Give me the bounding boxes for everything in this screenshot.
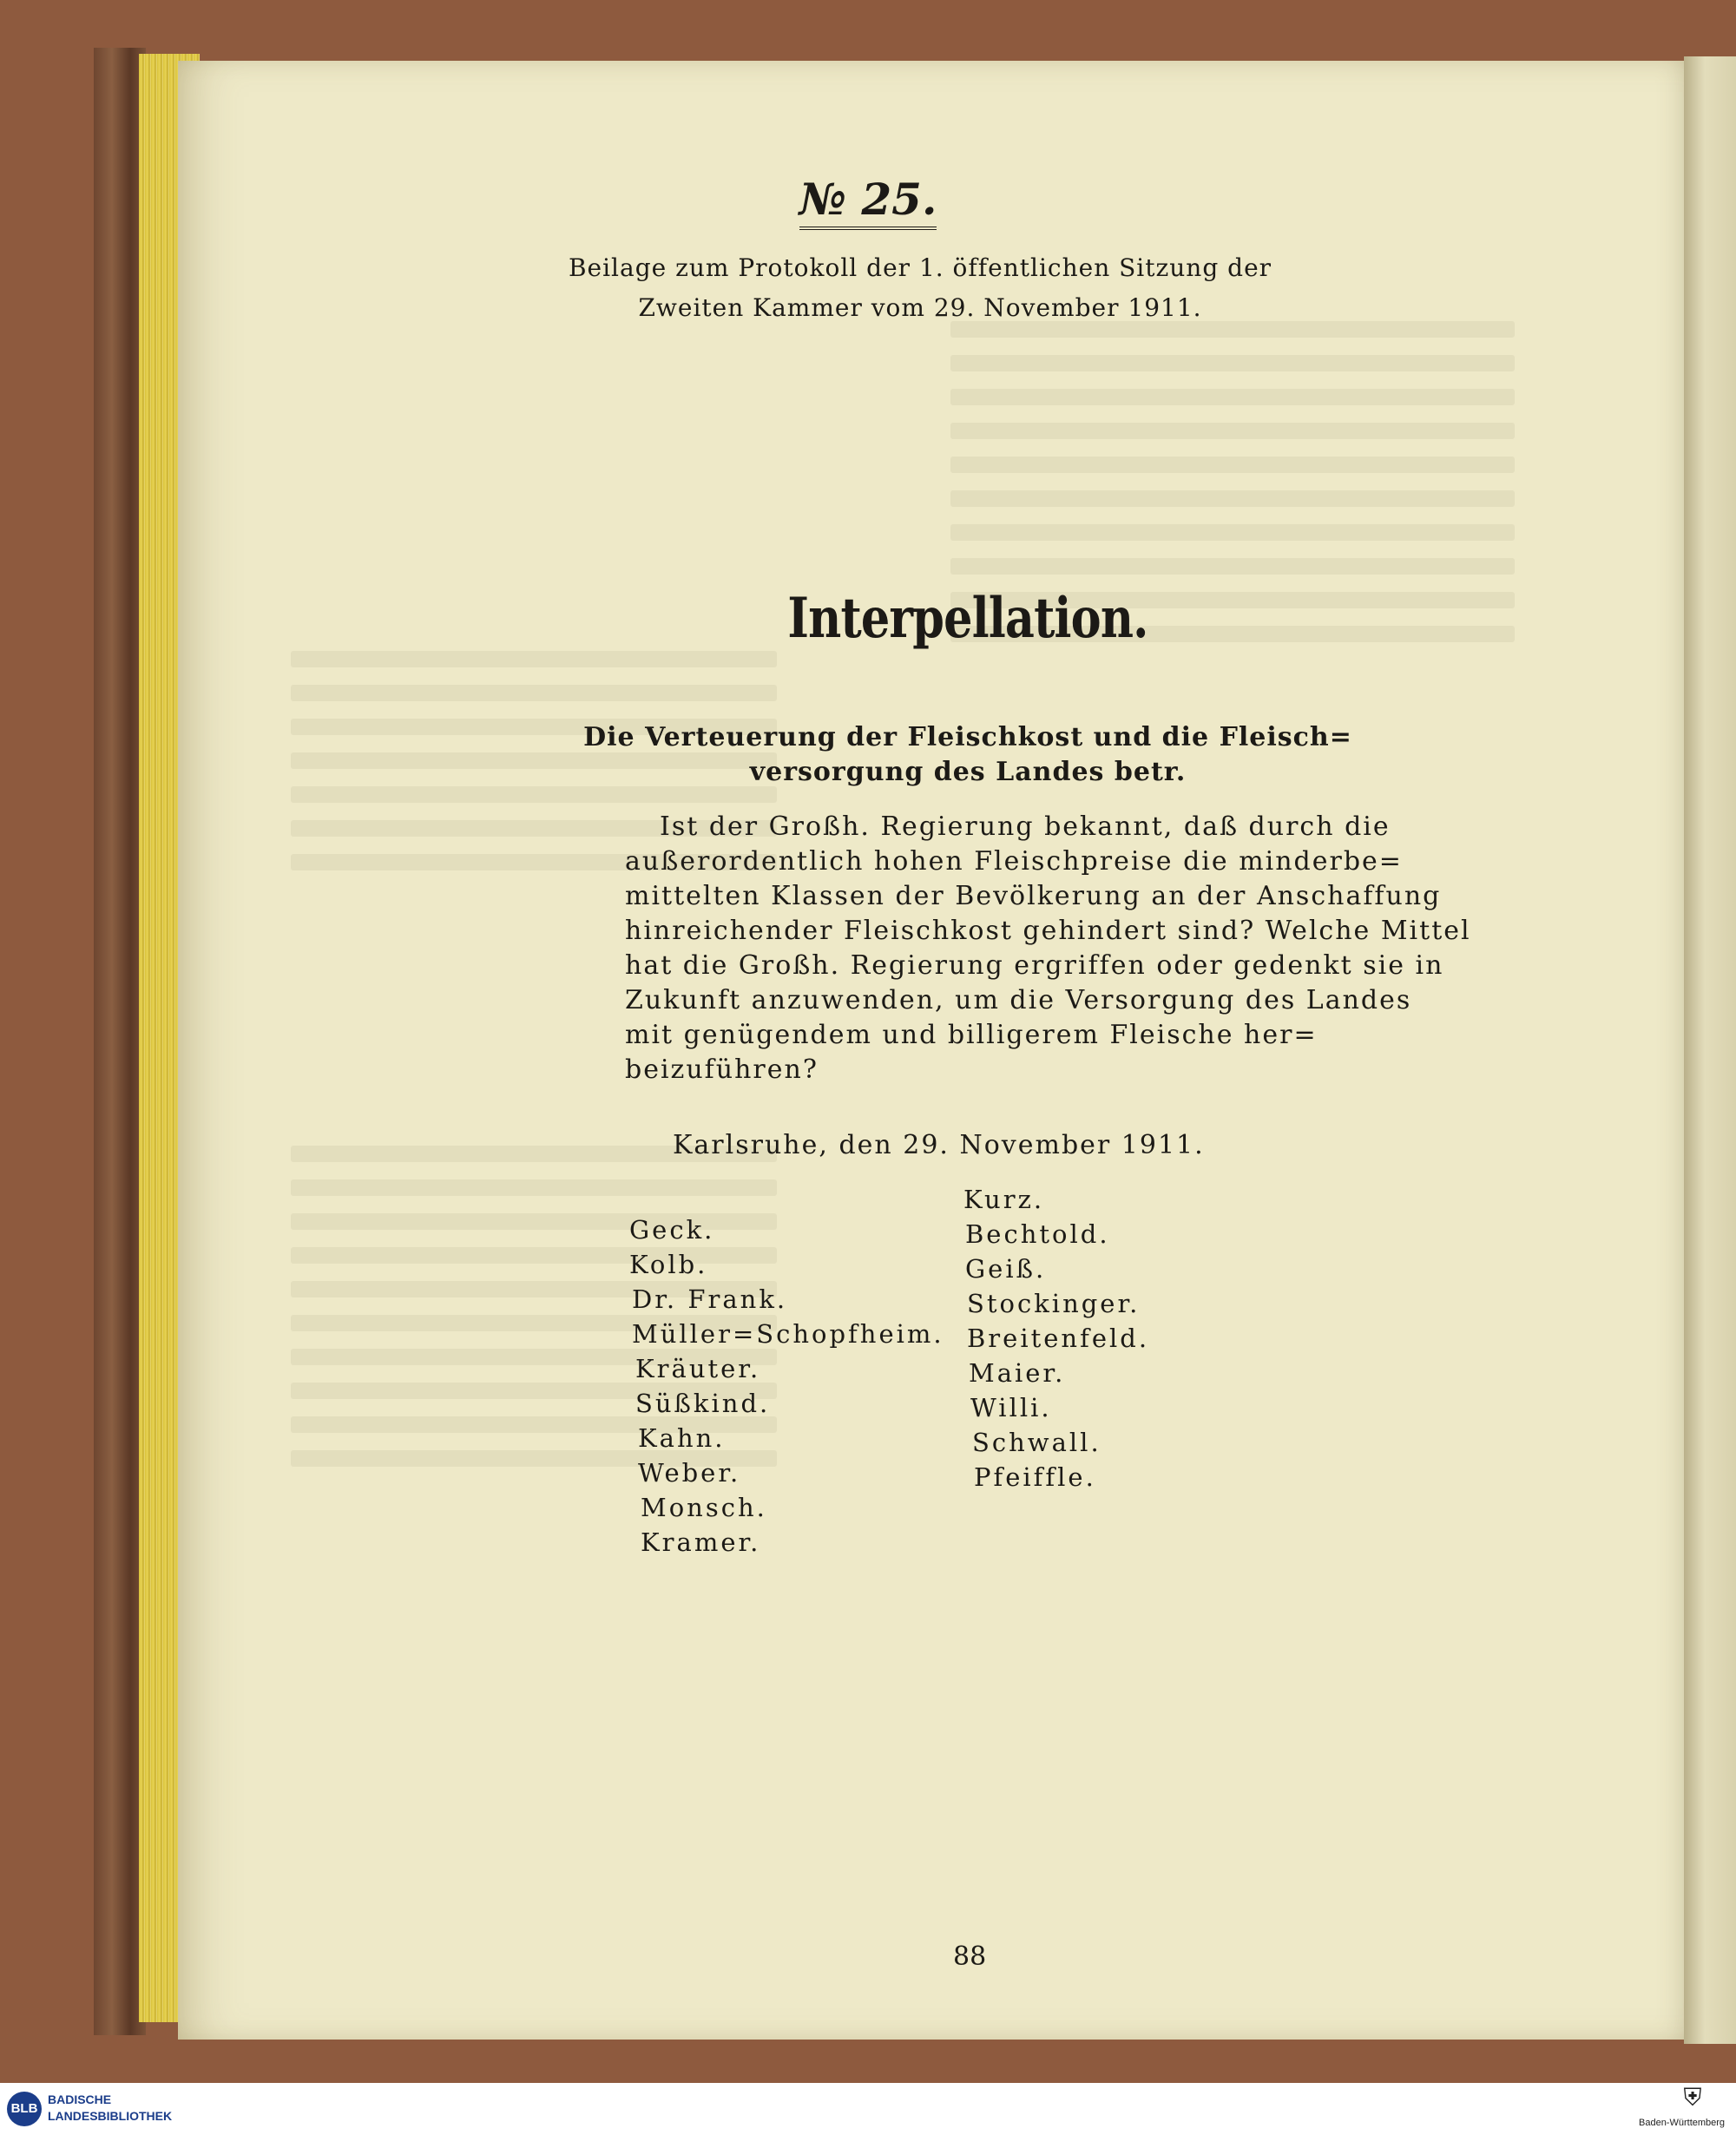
library-name: BADISCHE LANDESBIBLIOTHEK bbox=[48, 2092, 173, 2123]
state-logo-caption: Baden-Württemberg bbox=[1639, 2118, 1726, 2128]
subject-line-2: versorgung des Landes betr. bbox=[749, 757, 1187, 787]
supplement-line-1: Beilage zum Protokoll der 1. öffentlichen Sitzung der bbox=[568, 253, 1272, 282]
footer-bar bbox=[0, 2083, 1736, 2135]
signatory: Müller=Schopfheim. bbox=[632, 1319, 944, 1349]
facing-page-edge bbox=[1684, 56, 1736, 2044]
book-binding bbox=[94, 48, 146, 2035]
signatory: Geck. bbox=[629, 1215, 715, 1245]
library-logo-badge: BLB bbox=[7, 2092, 42, 2126]
body-line-2: außerordentlich hohen Fleischpreise die minderbe= bbox=[625, 846, 1403, 877]
body-line-7: mit genügendem und billigerem Fleische her= bbox=[625, 1020, 1318, 1050]
signatory: Stockinger. bbox=[967, 1289, 1141, 1318]
signatory: Pfeiffle. bbox=[974, 1462, 1096, 1492]
body-line-5: hat die Großh. Regierung ergriffen oder gedenkt sie in bbox=[625, 950, 1444, 981]
place-date: Karlsruhe, den 29. November 1911. bbox=[673, 1130, 1205, 1160]
signatory: Geiß. bbox=[965, 1254, 1047, 1284]
signatory: Dr. Frank. bbox=[632, 1284, 788, 1314]
signatory: Maier. bbox=[969, 1358, 1066, 1388]
state-coat-of-arms-icon: ⛨ bbox=[1683, 2083, 1702, 2112]
signatory: Kräuter. bbox=[635, 1354, 761, 1383]
signatory: Süßkind. bbox=[635, 1389, 771, 1418]
body-line-8: beizuführen? bbox=[625, 1054, 819, 1085]
signatory: Bechtold. bbox=[965, 1219, 1110, 1249]
body-line-1: Ist der Großh. Regierung bekannt, daß durch die bbox=[660, 811, 1391, 842]
supplement-line-2: Zweiten Kammer vom 29. November 1911. bbox=[638, 293, 1202, 322]
document-title: Interpellation. bbox=[787, 586, 1148, 651]
subject-line-1: Die Verteuerung der Fleischkost und die Fleisch= bbox=[583, 722, 1352, 752]
signatory: Monsch. bbox=[641, 1493, 767, 1522]
body-line-3: mittelten Klassen der Bevölkerung an der Anschaffung bbox=[625, 881, 1442, 911]
signatory: Kolb. bbox=[629, 1250, 708, 1279]
signatory: Weber. bbox=[638, 1458, 741, 1488]
signatory: Willi. bbox=[970, 1393, 1052, 1422]
signatory: Breitenfeld. bbox=[967, 1324, 1150, 1353]
signatory: Kurz. bbox=[963, 1185, 1045, 1214]
signatory: Kramer. bbox=[641, 1527, 761, 1557]
body-line-6: Zukunft anzuwenden, um die Versorgung des Landes bbox=[625, 985, 1412, 1015]
signatory: Kahn. bbox=[638, 1423, 726, 1453]
body-line-4: hinreichender Fleischkost gehindert sind? Welche Mittel bbox=[625, 916, 1471, 946]
document-number: № 25. bbox=[0, 174, 1736, 225]
document-page bbox=[178, 61, 1684, 2040]
page-number: 88 bbox=[953, 1941, 987, 1972]
signatory: Schwall. bbox=[972, 1428, 1101, 1457]
